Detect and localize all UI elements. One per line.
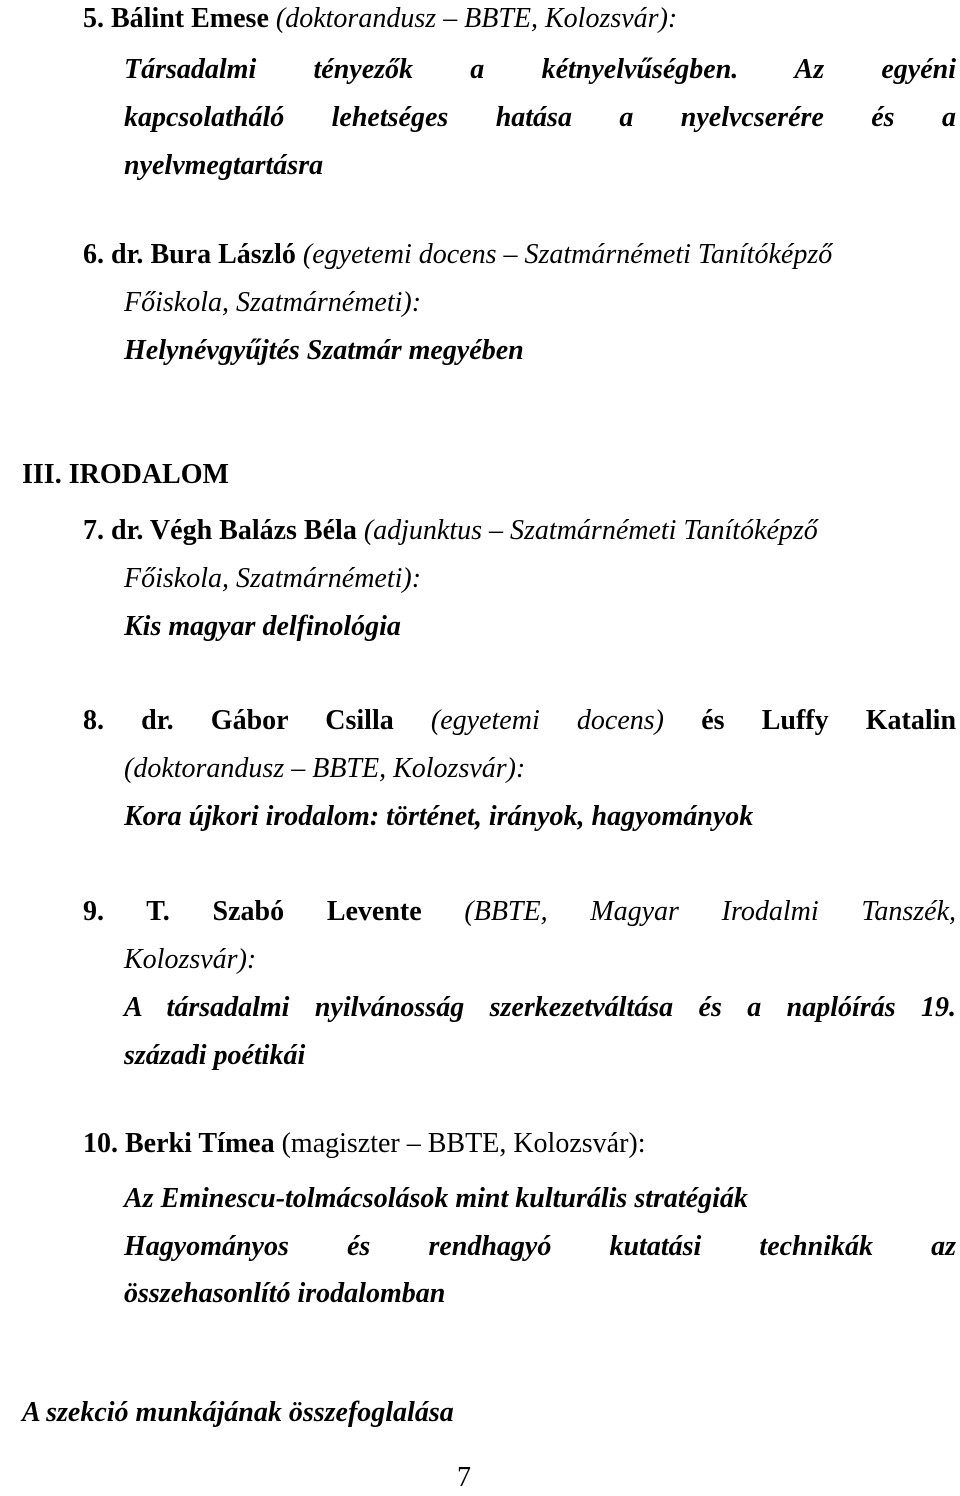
item-number: 6. dr.: [83, 239, 144, 270]
item-9-title-line-2: századi poétikái: [124, 1040, 306, 1071]
item-5-title-line-3: nyelvmegtartásra: [124, 150, 324, 181]
item-number: 5.: [83, 3, 104, 34]
author-name: Berki Tímea: [118, 1128, 275, 1159]
author-name: Bura László: [143, 239, 296, 270]
item-8-affiliation-line-2: (doktorandusz – BBTE, Kolozsvár):: [124, 753, 526, 784]
item-number: 10.: [83, 1128, 118, 1159]
section-number: III.: [22, 459, 62, 490]
item-7-affiliation-line-2: Főiskola, Szatmárnémeti):: [124, 563, 422, 594]
conjunction: és: [701, 705, 725, 736]
section-heading: [22, 458, 229, 492]
item-10-title-2-line-1: Hagyományos és rendhagyó kutatási technikák az: [124, 1231, 956, 1262]
author-affiliation: (adjunktus – Szatmárnémeti Tanítóképző: [356, 515, 818, 546]
item-7-title: Kis magyar delfinológia: [124, 611, 401, 642]
item-number: 9. T.: [83, 896, 170, 927]
item-10-title-2-line-2: összehasonlító irodalomban: [124, 1278, 446, 1309]
author-name: Luffy Katalin: [724, 705, 957, 736]
item-6-header: [83, 238, 832, 272]
item-number: 8. dr.: [83, 705, 174, 736]
item-10-title-1: Az Eminescu-tolmácsolások mint kulturális stratégiák: [124, 1183, 748, 1214]
item-number: 7. dr.: [83, 515, 144, 546]
section-title: IRODALOM: [61, 459, 229, 490]
author-name: Gábor Csilla: [173, 705, 394, 736]
item-9-title-line-1: A társadalmi nyilvánosság szerkezetváltása és a naplóírás 19.: [124, 992, 956, 1023]
summary-heading: A szekció munkájának összefoglalása: [22, 1397, 454, 1428]
author-affiliation: (BBTE, Magyar Irodalmi Tanszék,: [421, 896, 956, 927]
page-number: 7: [457, 1462, 471, 1493]
author-affiliation: (doktorandusz – BBTE, Kolozsvár):: [268, 3, 678, 34]
author-name: Végh Balázs Béla: [143, 515, 357, 546]
item-6-affiliation-line-2: Főiskola, Szatmárnémeti):: [124, 287, 422, 318]
item-5-title-line-1: Társadalmi tényezők a kétnyelvűségben. Az egyéni: [124, 54, 956, 85]
item-9-header: [83, 895, 956, 929]
item-6-title: Helynévgyűjtés Szatmár megyében: [124, 335, 524, 366]
item-8-title: Kora újkori irodalom: történet, irányok, hagyományok: [124, 801, 754, 832]
item-9-affiliation-line-2: Kolozsvár):: [124, 944, 257, 975]
item-7-header: [83, 514, 818, 548]
item-5-header: [83, 2, 677, 36]
author-name: Szabó Levente: [169, 896, 422, 927]
item-5-title-line-2: kapcsolatháló lehetséges hatása a nyelvcserére és a: [124, 102, 956, 133]
author-affiliation: (egyetemi docens – Szatmárnémeti Tanítóképző: [295, 239, 833, 270]
item-8-header: [83, 704, 956, 738]
item-10-header: [83, 1127, 646, 1161]
author-affiliation: (egyetemi docens): [393, 705, 702, 736]
author-affiliation: (magiszter – BBTE, Kolozsvár):: [274, 1128, 646, 1159]
author-name: Bálint Emese: [111, 3, 269, 34]
